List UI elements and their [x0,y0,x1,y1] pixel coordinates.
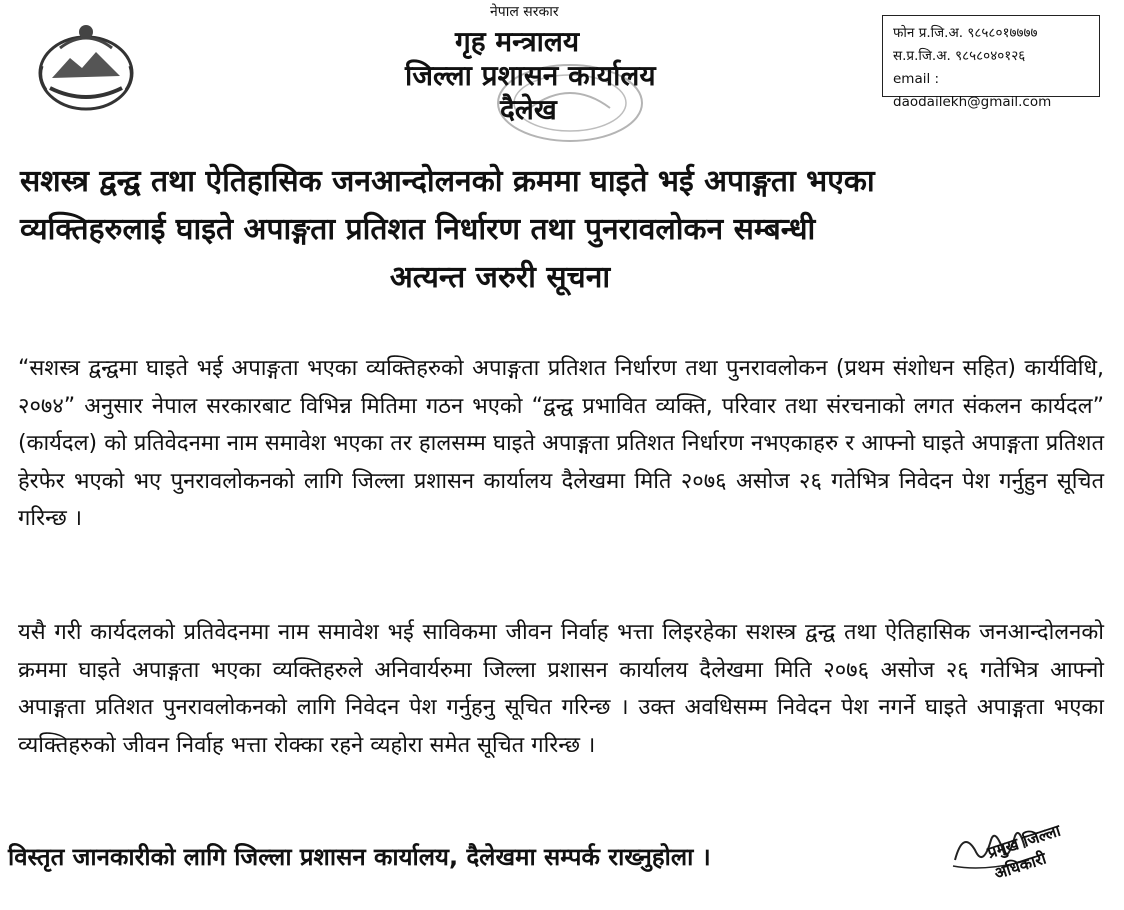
body-paragraph-2: यसै गरी कार्यदलको प्रतिवेदनमा नाम समावेश भई साविकमा जीवन निर्वाह भत्ता लिइरहेका सशस्त्र द्वन्द्व तथा ऐतिहासिक जनआन्दोलनको क्रममा घाइते अपाङ्गता भएका व्यक्तिहरुले अनिवार्यरुमा जिल्ला प्रशासन कार्यालय दैलेखमा मिति २०७६ असोज २६ गतेभित्र आफ्नो अपाङ्गता प्रतिशत पुनरावलोकनको लागि निवेदन पेश गर्नुहनु सूचित गरिन्छ । उक्त अवधिसम्म निवेदन पेश नगर्ने घाइते अपाङ्गता भएका व्यक्तिहरुको जीवन निर्वाह भत्ता रोक्का रहने व्यहोरा समेत सूचित गरिन्छ । [18,620,1104,758]
title-line-1: सशस्त्र द्वन्द्व तथा ऐतिहासिक जनआन्दोलनको क्रममा घाइते भई अपाङ्गता भएका [20,164,875,199]
contact-instruction: विस्तृत जानकारीको लागि जिल्ला प्रशासन कार्यालय, दैलेखमा सम्पर्क राख्नुहोला । [8,843,711,871]
ministry-title: गृह मन्त्रालय [455,25,580,58]
office-title: जिल्ला प्रशासन कार्यालय [405,59,656,92]
contact-box [882,15,1100,110]
title-line-3: अत्यन्त जरुरी सूचना [389,260,611,295]
designation-label: प्रमुख जिल्ला अधिकारी [985,820,1063,884]
email: email : daodailekh@gmail.com [893,71,1052,110]
body-paragraph-1: “सशस्त्र द्वन्द्वमा घाइते भई अपाङ्गता भएका व्यक्तिहरुको अपाङ्गता प्रतिशत निर्धारण तथा पुनरावलोकन (प्रथम संशोधन सहित) कार्यविधि, २०७४” अनुसार नेपाल सरकारबाट विभिन्न मितिमा गठन भएको “द्वन्द्व प्रभावित व्यक्ति, परिवार तथा संरचनाको लगत संकलन कार्यदल” (कार्यदल) को प्रतिवेदनमा नाम समावेश भएका तर हालसम्म घाइते अपाङ्गता प्रतिशत निर्धारण नभएकाहरु र आफ्नो घाइते अपाङ्गता प्रतिशत हेरफेर भएको भए पुनरावलोकनको लागि जिल्ला प्रशासन कार्यालय दैलेखमा मिति २०७६ असोज २६ गतेभित्र निवेदन पेश गर्नुहुन सूचित गरिन्छ । [18,356,1104,531]
government-label: नेपाल सरकार [490,4,559,20]
notice-title [20,158,1020,302]
phone-cdo: फोन प्र.जि.अ. ९८५८०१७७७७ [893,25,1038,41]
nepal-emblem-icon [30,18,142,116]
phone-acdo: स.प्र.जि.अ. ९८५८०४०१२६ [893,48,1026,64]
district-title: दैलेख [500,93,557,126]
title-line-2: व्यक्तिहरुलाई घाइते अपाङ्गता प्रतिशत निर्धारण तथा पुनरावलोकन सम्बन्धी [20,212,816,247]
